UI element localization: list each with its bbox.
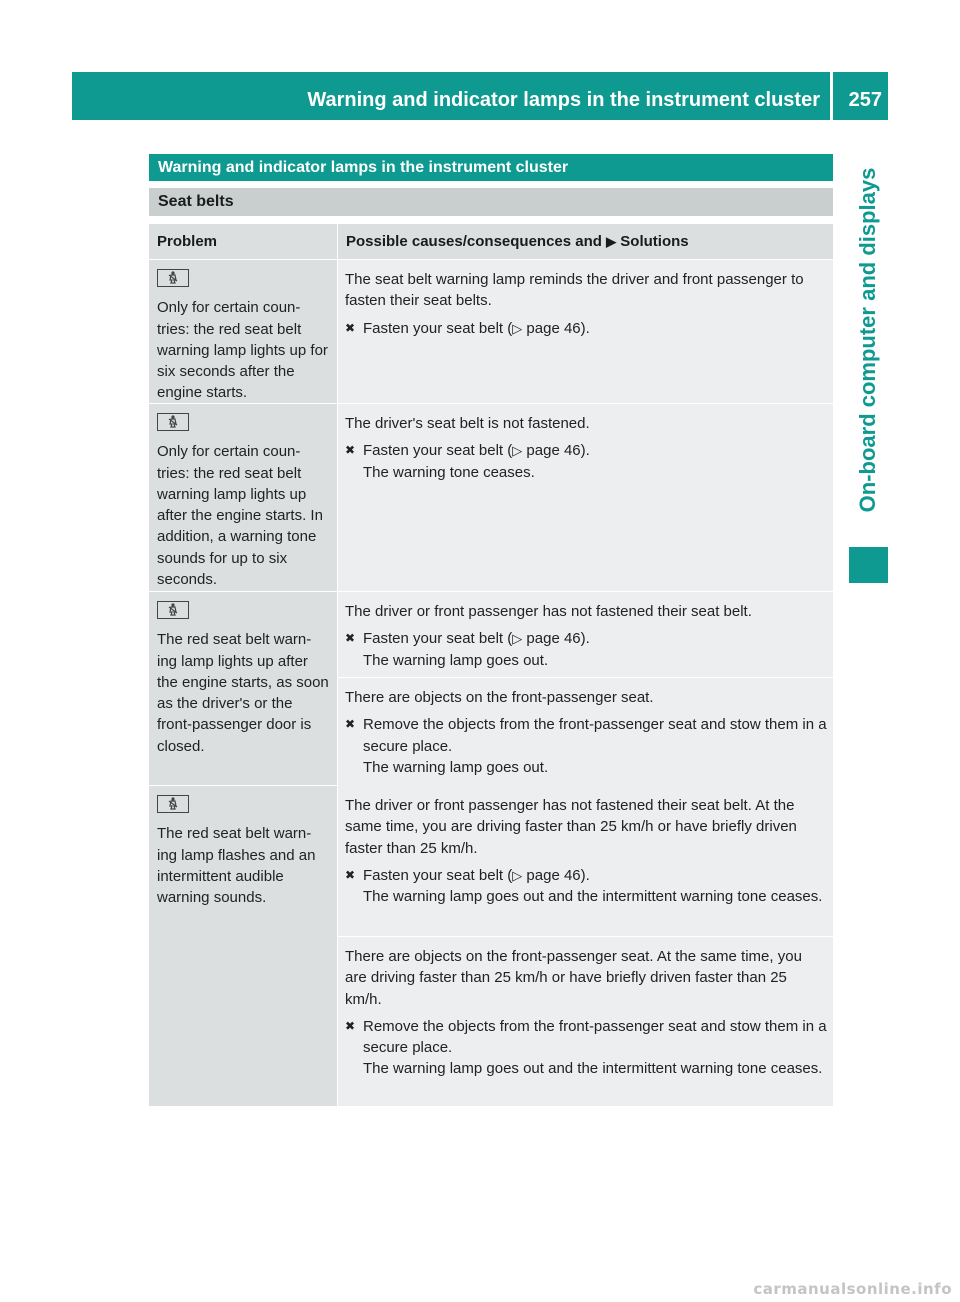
action-item bbox=[345, 628, 827, 671]
bullet-arrow-icon: ✖ bbox=[345, 717, 356, 732]
solutions-label: Solutions bbox=[620, 233, 689, 250]
seat-belt-warning-icon bbox=[157, 795, 189, 813]
causes-cell bbox=[338, 786, 833, 1106]
action-item bbox=[345, 440, 827, 483]
bullet-arrow-icon: ✖ bbox=[345, 320, 356, 335]
table-row bbox=[149, 786, 833, 1106]
page-ref-icon: ▷ bbox=[512, 631, 523, 647]
seat-belt-warning-icon bbox=[157, 601, 189, 619]
causes-cell bbox=[338, 592, 833, 785]
page-number: 257 bbox=[848, 89, 882, 111]
cause-text: There are objects on the front-passenger seat. At the same time, you are driving faster than 25 km/h or have briefly driven faster than 25 km/h. bbox=[345, 948, 802, 1008]
solution-block bbox=[338, 260, 833, 403]
page-ref[interactable]: page 46). bbox=[526, 442, 590, 460]
result-note: The warning lamp goes out and the intermittent warning tone ceases. bbox=[363, 888, 823, 906]
solution-block bbox=[338, 937, 833, 1106]
page-ref[interactable]: page 46). bbox=[526, 319, 590, 337]
bullet-arrow-icon: ✖ bbox=[345, 443, 356, 458]
causes-label: Possible causes/consequences and bbox=[346, 233, 602, 250]
column-header-causes bbox=[338, 224, 833, 259]
result-note: The warning lamp goes out. bbox=[363, 758, 549, 776]
header-title: Warning and indicator lamps in the instrument cluster bbox=[307, 89, 820, 111]
bullet-arrow-icon: ✖ bbox=[345, 1018, 356, 1033]
footer-watermark: carmanualsonline.info bbox=[753, 1280, 952, 1298]
side-chapter-tab bbox=[848, 150, 888, 530]
problem-cell bbox=[149, 786, 337, 1106]
page-ref[interactable]: page 46). bbox=[526, 866, 590, 884]
table-row bbox=[149, 260, 833, 403]
cause-text: The driver or front passenger has not fastened their seat belt. bbox=[345, 603, 752, 620]
cause-text: The seat belt warning lamp reminds the driver and front passenger to fasten their seat belts. bbox=[345, 271, 804, 310]
solution-block bbox=[338, 404, 833, 591]
problem-cell bbox=[149, 260, 337, 403]
action-item bbox=[345, 1016, 827, 1080]
problem-text: Only for certain coun-tries: the red seat belt warning lamp lights up after the engine starts. In addition, a warning tone sounds for up to six seconds. bbox=[157, 443, 323, 589]
result-note: The warning tone ceases. bbox=[363, 463, 535, 481]
side-chapter-marker bbox=[849, 547, 888, 583]
action-text: Remove the objects from the front-passenger seat and stow them in a secure place. bbox=[363, 1017, 827, 1057]
seat-belt-warning-icon bbox=[157, 269, 189, 287]
causes-cell bbox=[338, 260, 833, 403]
seat-belt-warning-icon bbox=[157, 413, 189, 431]
cause-text: The driver's seat belt is not fastened. bbox=[345, 415, 590, 432]
page-header bbox=[72, 72, 888, 120]
arrow-right-icon: ▶ bbox=[606, 234, 617, 249]
column-header-problem: Problem bbox=[149, 224, 337, 259]
section-title: Warning and indicator lamps in the instrument cluster bbox=[149, 154, 833, 181]
solution-block bbox=[338, 786, 833, 936]
action-item bbox=[345, 714, 827, 778]
page-ref-icon: ▷ bbox=[512, 320, 523, 336]
action-text: Fasten your seat belt ( bbox=[363, 866, 513, 884]
solution-block bbox=[338, 592, 833, 677]
result-note: The warning lamp goes out. bbox=[363, 651, 549, 669]
problem-cell bbox=[149, 404, 337, 591]
table-header bbox=[149, 224, 833, 259]
warning-lamp-table bbox=[149, 224, 833, 1106]
action-item bbox=[345, 318, 827, 339]
page-ref-icon: ▷ bbox=[512, 867, 523, 883]
problem-text: Only for certain coun-tries: the red seat belt warning lamp lights up for six seconds after the engine starts. bbox=[157, 299, 328, 402]
solution-block bbox=[338, 678, 833, 786]
bullet-arrow-icon: ✖ bbox=[345, 867, 356, 882]
cause-text: The driver or front passenger has not fastened their seat belt. At the same time, you are driving faster than 25 km/h or have briefly driven faster than 25 km/h. bbox=[345, 797, 797, 857]
action-text: Fasten your seat belt ( bbox=[363, 630, 513, 648]
problem-text: The red seat belt warn-ing lamp flashes and an intermittent audible warning sounds. bbox=[157, 825, 316, 907]
bullet-arrow-icon: ✖ bbox=[345, 631, 356, 646]
problem-text: The red seat belt warn-ing lamp lights up after the engine starts, as soon as the driver's or the front-passenger door is closed. bbox=[157, 631, 329, 755]
cause-text: There are objects on the front-passenger seat. bbox=[345, 689, 654, 706]
result-note: The warning lamp goes out and the intermittent warning tone ceases. bbox=[363, 1060, 823, 1078]
causes-cell bbox=[338, 404, 833, 591]
header-separator bbox=[830, 72, 833, 120]
action-item bbox=[345, 865, 827, 908]
action-text: Remove the objects from the front-passenger seat and stow them in a secure place. bbox=[363, 716, 827, 755]
subsection-title: Seat belts bbox=[149, 188, 833, 216]
action-text: Fasten your seat belt ( bbox=[363, 442, 513, 460]
page-ref-icon: ▷ bbox=[512, 443, 523, 459]
page-ref[interactable]: page 46). bbox=[526, 630, 590, 648]
problem-cell bbox=[149, 592, 337, 785]
action-text: Fasten your seat belt ( bbox=[363, 319, 513, 337]
table-row bbox=[149, 404, 833, 591]
table-row bbox=[149, 592, 833, 785]
side-tab-label: On-board computer and displays bbox=[855, 167, 880, 513]
